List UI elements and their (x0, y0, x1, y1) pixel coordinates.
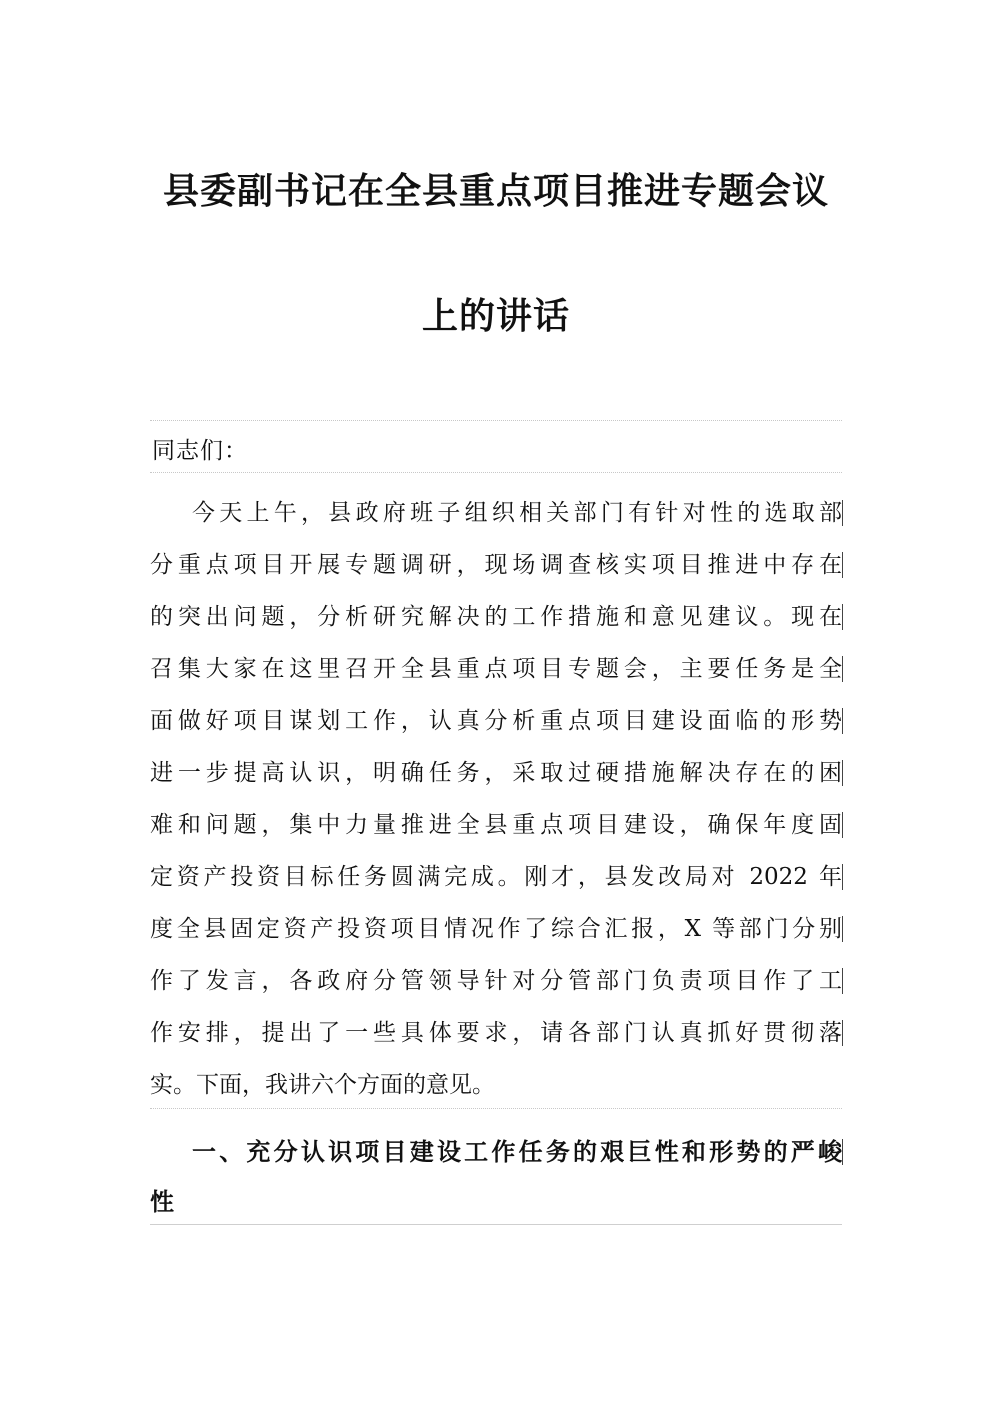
line-edge-mark (842, 916, 843, 942)
paragraph-line: 度全县固定资产投资项目情况作了综合汇报，X 等部门分别 (150, 916, 842, 942)
divider (150, 1108, 842, 1109)
document-title-line-1: 县委副书记在全县重点项目推进专题会议 (162, 171, 829, 212)
paragraph-line: 作了发言，各政府分管领导针对分管部门负责项目作了工 (150, 968, 842, 994)
line-edge-mark (842, 760, 843, 786)
document-title-line-2: 上的讲话 (421, 296, 570, 337)
paragraph-line: 难和问题，集中力量推进全县重点项目建设，确保年度固 (150, 812, 842, 838)
divider (150, 472, 842, 473)
salutation: 同志们： (152, 438, 248, 464)
divider (150, 1224, 842, 1225)
section-heading-line: 性 (150, 1188, 174, 1216)
line-edge-mark (842, 604, 843, 630)
line-edge-mark (842, 552, 843, 578)
line-edge-mark (842, 968, 843, 994)
paragraph-line: 召集大家在这里召开全县重点项目专题会，主要任务是全 (150, 656, 842, 682)
line-edge-mark (842, 864, 843, 890)
line-edge-mark (842, 656, 843, 682)
line-edge-mark (842, 500, 843, 526)
paragraph-line: 的突出问题，分析研究解决的工作措施和意见建议。现在 (150, 604, 842, 630)
divider (150, 420, 842, 421)
paragraph-line: 作安排，提出了一些具体要求，请各部门认真抓好贯彻落 (150, 1020, 842, 1046)
section-heading-line: 一、充分认识项目建设工作任务的艰巨性和形势的严峻 (192, 1138, 842, 1166)
line-edge-mark (842, 708, 843, 734)
paragraph-line: 定资产投资目标任务圆满完成。刚才，县发改局对 2022 年 (150, 864, 842, 890)
paragraph-line: 面做好项目谋划工作，认真分析重点项目建设面临的形势 (150, 708, 842, 734)
paragraph-line: 分重点项目开展专题调研，现场调查核实项目推进中存在 (150, 552, 842, 578)
paragraph-line: 实。下面，我讲六个方面的意见。 (150, 1072, 495, 1098)
paragraph-line: 进一步提高认识，明确任务，采取过硬措施解决存在的困 (150, 760, 842, 786)
line-edge-mark (842, 1139, 843, 1165)
paragraph-line: 今天上午，县政府班子组织相关部门有针对性的选取部 (192, 500, 842, 526)
line-edge-mark (842, 1020, 843, 1046)
line-edge-mark (842, 812, 843, 838)
